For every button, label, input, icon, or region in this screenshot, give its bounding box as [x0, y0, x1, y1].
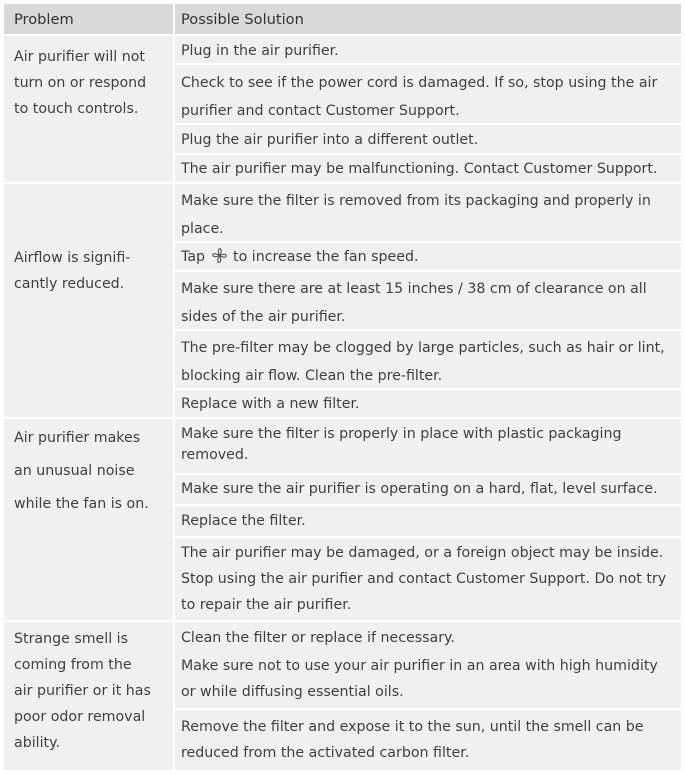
solution-line [181, 246, 677, 268]
group-divider [4, 620, 681, 622]
solution-line: place. [181, 221, 224, 237]
solution-line: Clean the filter or replace if necessary. [181, 630, 455, 646]
solution-cell [181, 714, 677, 766]
solution-cell [181, 158, 677, 180]
problem-line: Air purifier makes [14, 430, 141, 446]
problem-cell [14, 44, 166, 122]
solution-cell [181, 510, 677, 532]
solution-cell [181, 69, 677, 125]
solution-cell [181, 246, 677, 268]
troubleshooting-table [4, 4, 681, 770]
solution-line: Plug the air purifier into a different outlet. [181, 132, 479, 148]
solution-line: Plug in the air purifier. [181, 43, 339, 59]
solution-line: Remove the filter and expose it to the sun, until the smell can be [181, 719, 644, 735]
increase-fan-text: to increase the fan speed. [233, 249, 419, 265]
solution-line: to repair the air purifier. [181, 597, 352, 613]
row-divider [175, 153, 681, 155]
solution-line: Replace the filter. [181, 513, 306, 529]
solution-cell [181, 478, 677, 500]
problem-line: while the fan is on. [14, 496, 149, 512]
solution-line: purifier and contact Customer Support. [181, 103, 460, 119]
row-divider [175, 504, 681, 506]
solution-line: Make sure the air purifier is operating on a hard, flat, level surface. [181, 481, 658, 497]
tap-text: Tap [181, 249, 206, 265]
problem-cell [14, 245, 166, 297]
problem-line: cantly reduced. [14, 276, 125, 292]
solution-cell [181, 653, 677, 705]
solution-line: sides of the air purifier. [181, 309, 346, 325]
solution-line: The pre-filter may be clogged by large particles, such as hair or lint, [181, 340, 665, 356]
solution-line: Make sure not to use your air purifier in an area with high humidity [181, 658, 658, 674]
problem-cell [14, 422, 166, 521]
solution-line: Make sure the filter is properly in place with plastic packaging [181, 426, 622, 442]
row-divider [175, 536, 681, 538]
solution-line: removed. [181, 447, 249, 463]
solution-line: The air purifier may be damaged, or a foreign object may be inside. [181, 545, 664, 561]
solution-line: Make sure there are at least 15 inches / 38 cm of clearance on all [181, 281, 647, 297]
problem-line: Strange smell is [14, 631, 128, 647]
row-divider [175, 708, 681, 710]
problem-line: poor odor removal [14, 709, 146, 725]
problem-line: turn on or respond [14, 75, 147, 91]
header-possible-solution: Possible Solution [181, 11, 304, 28]
solution-line: or while diffusing essential oils. [181, 684, 404, 700]
solution-cell [181, 393, 677, 415]
row-divider [4, 34, 681, 36]
header-problem: Problem [14, 11, 74, 28]
group-divider [4, 182, 681, 184]
solution-cell [181, 129, 677, 151]
solution-cell [181, 627, 677, 649]
solution-line: Replace with a new filter. [181, 396, 360, 412]
solution-cell [181, 40, 677, 62]
solution-cell [181, 187, 677, 243]
column-divider [173, 4, 175, 770]
solution-line: Stop using the air purifier and contact Customer Support. Do not try [181, 571, 667, 587]
solution-line: reduced from the activated carbon filter. [181, 745, 470, 761]
problem-cell [14, 626, 166, 756]
solution-cell [181, 275, 677, 331]
row-divider [175, 473, 681, 475]
row-divider [175, 63, 681, 65]
solution-cell [181, 424, 677, 466]
solution-line: Check to see if the power cord is damaged. If so, stop using the air [181, 75, 658, 91]
row-divider [175, 270, 681, 272]
problem-line: coming from the [14, 657, 132, 673]
solution-cell [181, 334, 677, 390]
table-header [4, 4, 681, 34]
solution-line: blocking air flow. Clean the pre-filter. [181, 368, 443, 384]
solution-cell [181, 540, 677, 618]
problem-line: to touch controls. [14, 101, 139, 117]
problem-line: Airflow is signifi- [14, 250, 131, 266]
solution-line: Make sure the filter is removed from its packaging and properly in [181, 193, 651, 209]
fan-icon [211, 247, 228, 264]
problem-line: air purifier or it has [14, 683, 151, 699]
solution-line: The air purifier may be malfunctioning. Contact Customer Support. [181, 161, 658, 177]
group-divider [4, 417, 681, 419]
problem-line: ability. [14, 735, 60, 751]
problem-line: Air purifier will not [14, 49, 145, 65]
problem-line: an unusual noise [14, 463, 135, 479]
